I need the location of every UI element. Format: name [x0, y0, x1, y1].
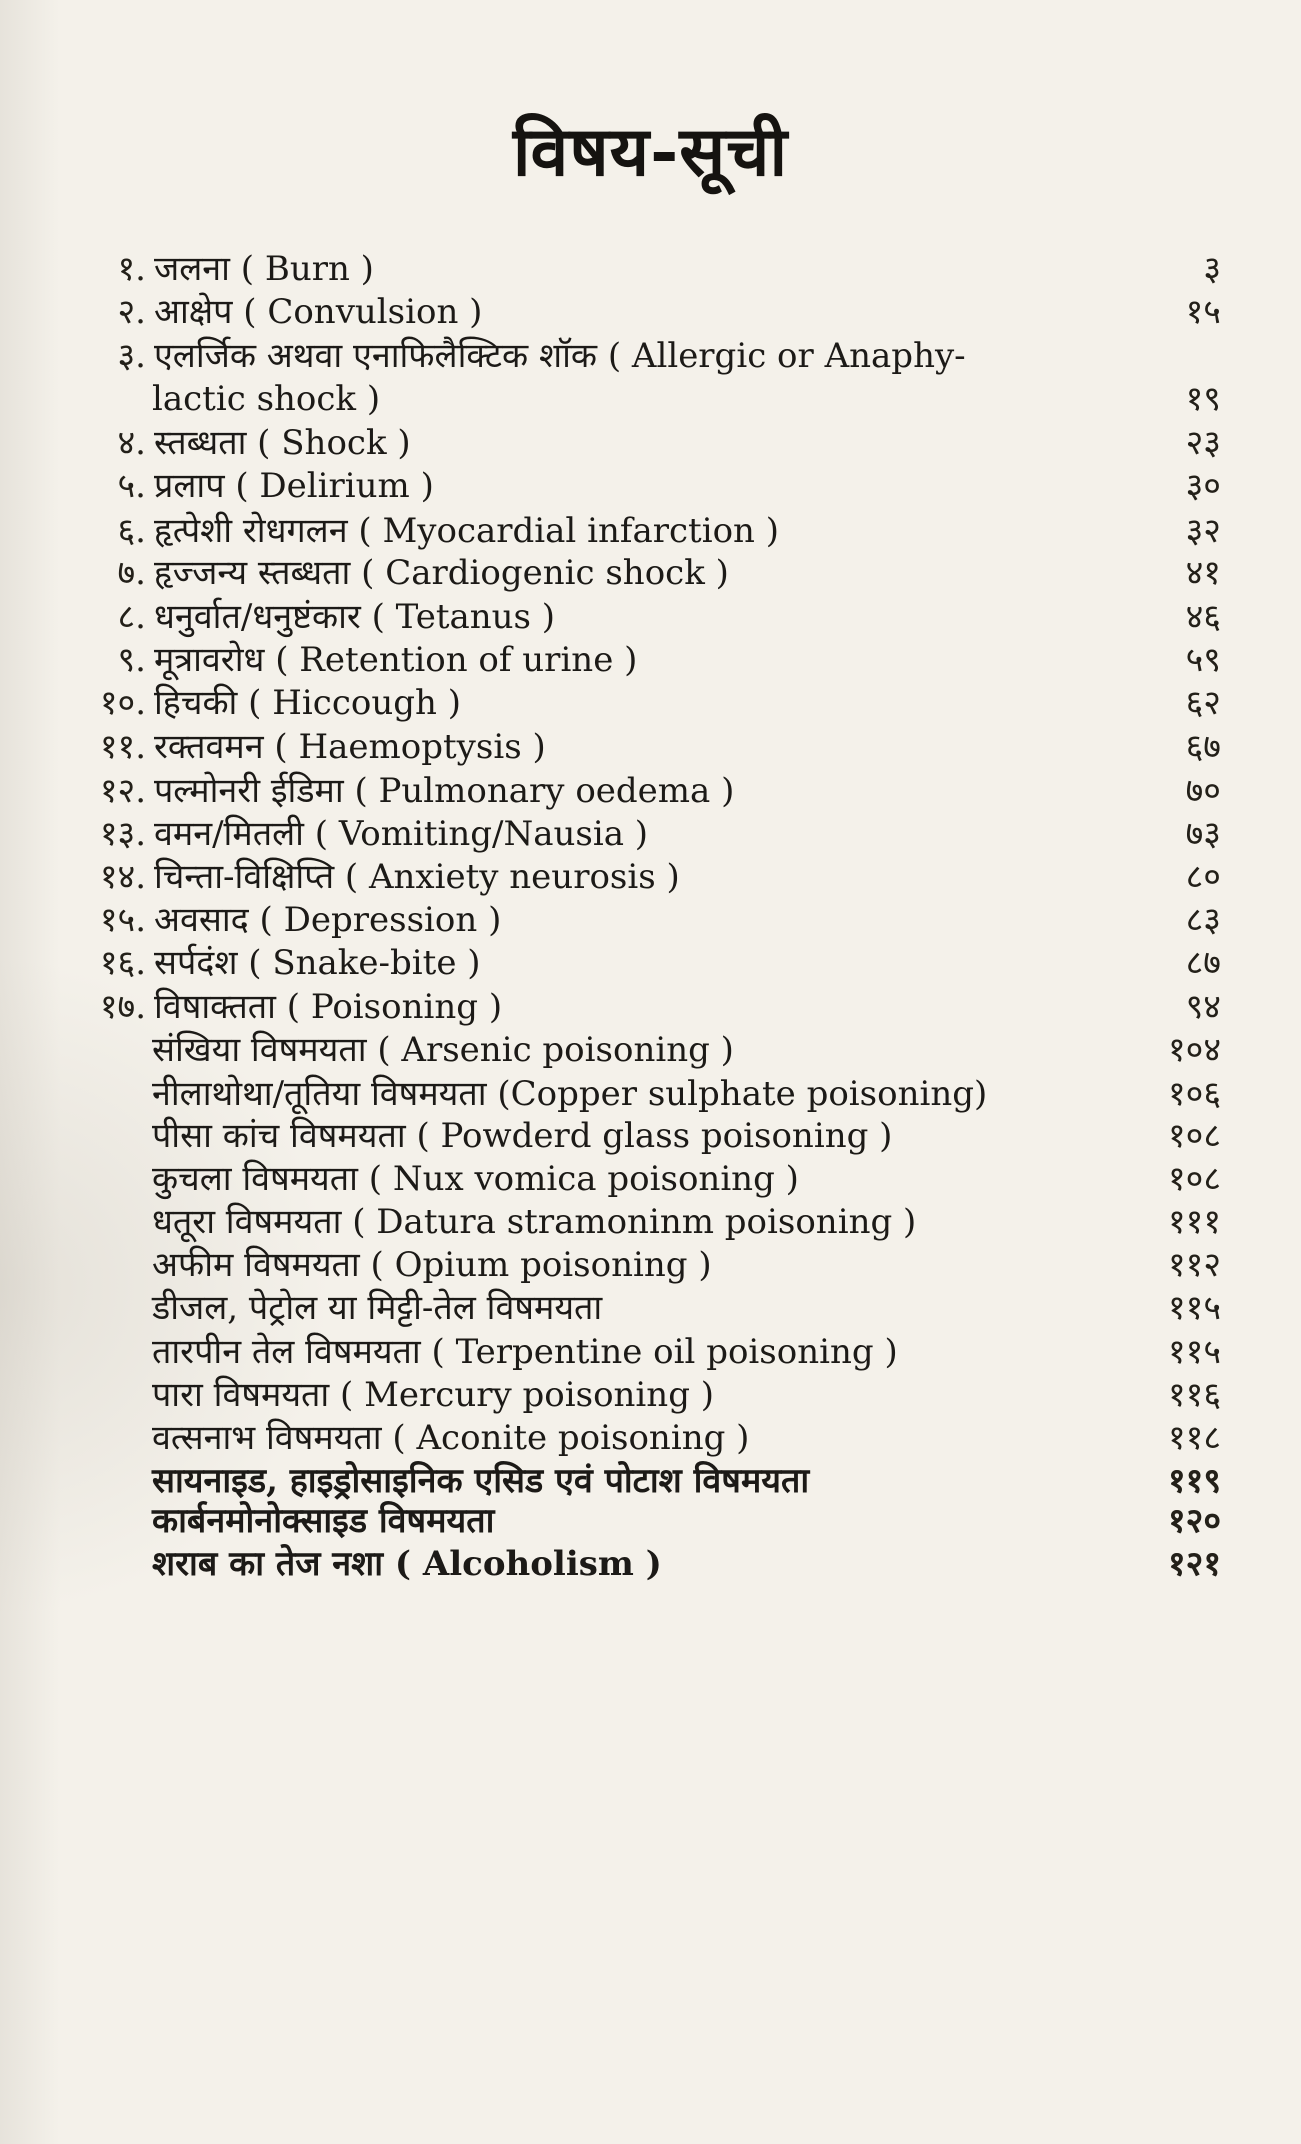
toc-entry-title: वमन/मितली ( Vomiting/Nausia )	[154, 814, 649, 854]
toc-entry-number: ५.	[117, 466, 146, 506]
toc-entry-title: संखिया विषमयता ( Arsenic poisoning )	[152, 1030, 734, 1070]
toc-entry-page-number: ६७	[1185, 727, 1221, 767]
toc-entry-page-number: १०८	[1167, 1159, 1221, 1199]
toc-entry-page-number: ३०	[1185, 466, 1221, 506]
toc-entry-title: कुचला विषमयता ( Nux vomica poisoning )	[152, 1159, 799, 1199]
toc-entry-page-number: ८७	[1185, 943, 1221, 983]
toc-entry-number: १२.	[99, 771, 146, 811]
toc-entry-title: पल्मोनरी ईडिमा ( Pulmonary oedema )	[154, 771, 735, 811]
toc-entry-page-number: ८०	[1185, 857, 1221, 897]
toc-entry-title: अवसाद ( Depression )	[154, 900, 502, 940]
toc-entry-number: १३.	[99, 814, 146, 854]
toc-entry-number: ८.	[117, 597, 146, 637]
toc-entry-title: धतूरा विषमयता ( Datura stramoninm poisoning )	[152, 1202, 917, 1242]
toc-entry-number: १५.	[99, 900, 146, 940]
toc-entry-number: ११.	[99, 727, 146, 767]
toc-entry-number: ७.	[117, 553, 146, 593]
toc-entry-page-number: १०६	[1167, 1074, 1221, 1114]
toc-entry-title: एलर्जिक अथवा एनाफिलैक्टिक शॉक ( Allergic or Anaphy-	[154, 336, 966, 376]
toc-entry-title: जलना ( Burn )	[154, 249, 374, 289]
toc-entry-page-number: ७३	[1185, 814, 1221, 854]
toc-entry-number: ९.	[117, 640, 146, 680]
toc-entry-page-number: १११	[1167, 1202, 1221, 1242]
toc-entry-title: lactic shock )	[152, 379, 381, 419]
toc-entry-page-number: ६२	[1185, 683, 1221, 723]
toc-entry-page-number: १५	[1185, 292, 1221, 332]
toc-entry-title: धनुर्वात/धनुष्टंकार ( Tetanus )	[154, 597, 556, 637]
toc-entry-number: १०.	[99, 683, 146, 723]
toc-entry-title: सायनाइड, हाइड्रोसाइनिक एसिड एवं पोटाश विषमयता	[152, 1461, 810, 1501]
page-title: विषय-सूची	[512, 112, 789, 192]
toc-entry-number: ३.	[117, 336, 146, 376]
toc-entry-title: प्रलाप ( Delirium )	[154, 466, 434, 506]
toc-entry-page-number: ५९	[1185, 640, 1221, 680]
toc-entry-title: हृत्पेशी रोधगलन ( Myocardial infarction )	[154, 511, 780, 551]
toc-entry-page-number: ९४	[1185, 987, 1221, 1027]
toc-entry-page-number: ८३	[1185, 900, 1221, 940]
toc-entry-title: मूत्रावरोध ( Retention of urine )	[154, 640, 638, 680]
toc-entry-title: हिचकी ( Hiccough )	[154, 683, 461, 723]
toc-entry-title: अफीम विषमयता ( Opium poisoning )	[152, 1245, 712, 1285]
toc-entry-title: वत्सनाभ विषमयता ( Aconite poisoning )	[152, 1418, 750, 1458]
toc-entry-number: ६.	[117, 511, 146, 551]
toc-entry-title: सर्पदंश ( Snake-bite )	[154, 943, 481, 983]
toc-entry-title: डीजल, पेट्रोल या मिट्टी-तेल विषमयता	[152, 1288, 603, 1328]
toc-entry-page-number: ४६	[1185, 597, 1221, 637]
toc-entry-page-number: ११२	[1167, 1245, 1221, 1285]
toc-entry-title: नीलाथोथा/तूतिया विषमयता (Copper sulphate poisoning)	[152, 1074, 988, 1114]
toc-entry-title: चिन्ता-विक्षिप्ति ( Anxiety neurosis )	[154, 857, 680, 897]
toc-entry-page-number: ११५	[1167, 1288, 1221, 1328]
toc-entry-number: १४.	[99, 857, 146, 897]
toc-entry-page-number: ३	[1203, 249, 1221, 289]
toc-entry-page-number: २३	[1185, 423, 1221, 463]
toc-entry-title: पीसा कांच विषमयता ( Powderd glass poisoning )	[152, 1116, 893, 1156]
toc-entry-title: हृज्जन्य स्तब्धता ( Cardiogenic shock )	[154, 553, 729, 593]
toc-entry-number: २.	[117, 292, 146, 332]
toc-entry	[0, 1535, 1301, 1594]
toc-entry-page-number: १२०	[1167, 1501, 1221, 1541]
toc-entry-page-number: १०८	[1167, 1116, 1221, 1156]
toc-entry-title: स्तब्धता ( Shock )	[154, 423, 411, 463]
toc-entry-title: पारा विषमयता ( Mercury poisoning )	[152, 1375, 715, 1415]
toc-entry-page-number: १९	[1185, 379, 1221, 419]
toc-entry-title: विषाक्तता ( Poisoning )	[154, 987, 503, 1027]
toc-entry-page-number: १०४	[1167, 1030, 1221, 1070]
toc-entry-page-number: ११६	[1167, 1375, 1221, 1415]
toc-entry-page-number: ३२	[1185, 511, 1221, 551]
toc-entry-title: कार्बनमोनोक्साइड विषमयता	[152, 1501, 495, 1541]
toc-entry-number: ४.	[117, 423, 146, 463]
toc-entry-title: आक्षेप ( Convulsion )	[154, 292, 483, 332]
toc-entry-title: तारपीन तेल विषमयता ( Terpentine oil poisoning )	[152, 1332, 898, 1372]
toc-entry-page-number: ११८	[1167, 1418, 1221, 1458]
toc-entry-number: १७.	[99, 987, 146, 1027]
toc-entry-title: रक्तवमन ( Haemoptysis )	[154, 727, 546, 767]
table-of-contents	[0, 240, 1301, 2060]
toc-entry-page-number: ११९	[1167, 1461, 1221, 1501]
toc-entry-page-number: १२१	[1167, 1544, 1221, 1584]
toc-entry-page-number: ११५	[1167, 1332, 1221, 1372]
toc-entry-title: शराब का तेज नशा ( Alcoholism )	[152, 1544, 662, 1584]
toc-entry-number: १.	[117, 249, 146, 289]
toc-entry-page-number: ४१	[1185, 553, 1221, 593]
toc-entry-page-number: ७०	[1185, 771, 1221, 811]
toc-entry-number: १६.	[99, 943, 146, 983]
